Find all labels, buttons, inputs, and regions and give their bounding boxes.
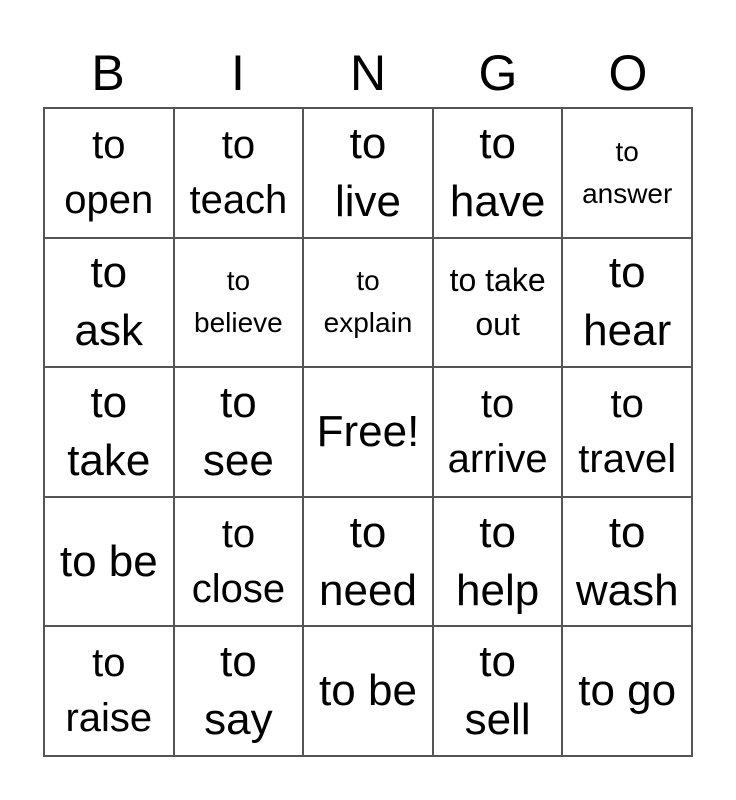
- bingo-cell-r0-c1[interactable]: [174, 108, 304, 238]
- bingo-cell-r3-c2[interactable]: [303, 497, 433, 627]
- header-letter-o: O: [608, 45, 648, 101]
- cell-label: to arrive: [447, 381, 548, 481]
- bingo-cell-r2-c1[interactable]: [174, 367, 304, 497]
- cell-label: to travel: [578, 381, 677, 481]
- cell-label: to open: [64, 122, 154, 222]
- bingo-cell-r1-c3[interactable]: [433, 238, 563, 368]
- bingo-cell-r2-c3[interactable]: [433, 367, 563, 497]
- cell-label: to have: [449, 118, 546, 226]
- cell-label: to hear: [583, 248, 672, 356]
- bingo-board: [43, 107, 693, 757]
- cell-label: to need: [319, 507, 417, 615]
- header-letter-n: N: [349, 45, 387, 101]
- bingo-cell-r2-c0[interactable]: [44, 367, 174, 497]
- bingo-cell-r4-c0[interactable]: [44, 626, 174, 756]
- cell-label: to be: [59, 536, 158, 586]
- bingo-cell-r3-c4[interactable]: [562, 497, 692, 627]
- free-space-label: Free!: [316, 406, 420, 456]
- cell-label: to close: [191, 511, 286, 611]
- header-letter-b: B: [91, 45, 125, 101]
- bingo-cell-r3-c1[interactable]: [174, 497, 304, 627]
- bingo-cell-r4-c3[interactable]: [433, 626, 563, 756]
- bingo-cell-r0-c4[interactable]: [562, 108, 692, 238]
- cell-label: to say: [204, 637, 273, 745]
- cell-label: to ask: [74, 248, 144, 356]
- bingo-cell-r4-c2[interactable]: [303, 626, 433, 756]
- bingo-cell-r1-c0[interactable]: [44, 238, 174, 368]
- cell-label: to take out: [449, 262, 546, 343]
- bingo-cell-r0-c0[interactable]: [44, 108, 174, 238]
- bingo-cell-r0-c2[interactable]: [303, 108, 433, 238]
- cell-label: to teach: [189, 122, 288, 222]
- bingo-header: [43, 38, 693, 108]
- bingo-cell-r3-c0[interactable]: [44, 497, 174, 627]
- bingo-cell-r1-c2[interactable]: [303, 238, 433, 368]
- bingo-cell-r2-c4[interactable]: [562, 367, 692, 497]
- bingo-cell-free[interactable]: [303, 367, 433, 497]
- cell-label: to wash: [575, 507, 679, 615]
- header-letter-g: G: [478, 45, 518, 101]
- bingo-cell-r1-c4[interactable]: [562, 238, 692, 368]
- cell-label: to believe: [194, 265, 283, 339]
- cell-label: to live: [334, 118, 401, 226]
- bingo-cell-r3-c3[interactable]: [433, 497, 563, 627]
- bingo-cell-r0-c3[interactable]: [433, 108, 563, 238]
- cell-label: to help: [456, 507, 540, 615]
- cell-label: to see: [202, 377, 274, 485]
- cell-label: to be: [319, 666, 417, 716]
- cell-label: to raise: [65, 641, 153, 741]
- bingo-cell-r4-c1[interactable]: [174, 626, 304, 756]
- cell-label: to go: [578, 666, 677, 716]
- bingo-cell-r4-c4[interactable]: [562, 626, 692, 756]
- cell-label: to take: [67, 377, 151, 485]
- cell-label: to answer: [582, 135, 673, 209]
- header-letter-i: I: [231, 45, 245, 101]
- cell-label: to explain: [323, 265, 413, 339]
- cell-label: to sell: [464, 637, 531, 745]
- bingo-cell-r1-c1[interactable]: [174, 238, 304, 368]
